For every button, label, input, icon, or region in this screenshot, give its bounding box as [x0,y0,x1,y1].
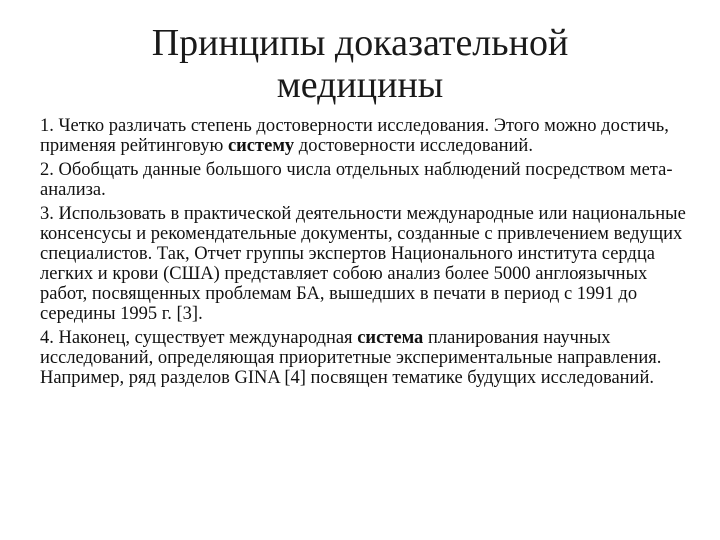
principle-emphasis: система [357,328,424,348]
principle-item-3 [40,204,690,324]
principle-text: 3. Использовать в практической деятельности международные или национальные консенсусы и рекомендательные документы, созданные с привлечением ведущих специалистов. Так, Отчет группы экспертов Национального института сердца легких и крови (США) представляет собою анализ более 5000 англоязычных работ, посвященных проблемам БА, вышедших в печати в период с 1991 до середины 1995 г. [3]. [40,204,686,324]
principle-item-2 [40,160,690,200]
slide-body [40,116,690,392]
slide-title-line-2: медицины [276,64,444,106]
principle-text: планирования научных исследований, определяющая приоритетные экспериментальные направления. Например, ряд разделов GINA [4] посвящен тематике будущих исследований. [40,328,662,388]
principle-emphasis: систему [227,136,295,156]
principle-text: 1. Четко различать степень достоверности исследования. Этого можно достичь, применяя рейтинговую [40,116,669,156]
principle-item-1 [40,116,690,156]
principle-text: 2. Обобщать данные большого числа отдельных наблюдений посредством мета-анализа. [40,160,673,200]
slide-title-line-1: Принципы доказательной [151,22,569,64]
principle-text: 4. Наконец, существует международная [40,328,358,348]
slide-title [60,22,660,106]
principle-item-4 [40,328,690,388]
principle-text: достоверности исследований. [294,136,533,156]
